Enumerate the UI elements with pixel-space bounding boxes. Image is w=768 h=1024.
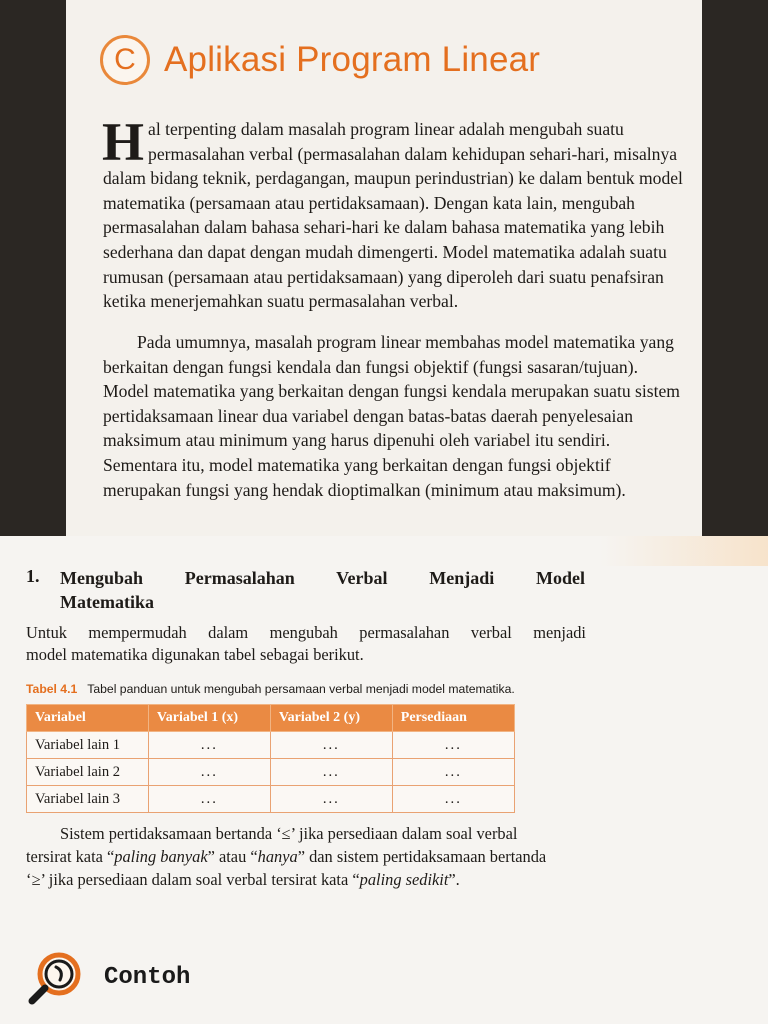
rule-italic-term: paling sedikit — [359, 870, 449, 890]
table-cell: ... — [270, 786, 392, 813]
section-letter-badge: C — [100, 35, 150, 85]
table-header-cell: Persediaan — [392, 705, 514, 732]
subsection-intro-line1: Untuk mempermudah dalam mengubah permasalahan verbal menjadi — [26, 623, 586, 642]
subsection-intro — [26, 622, 586, 666]
subsection-number: 1. — [26, 566, 40, 586]
table-cell: Variabel lain 2 — [27, 759, 149, 786]
table-row — [27, 786, 515, 813]
section-header — [100, 30, 540, 90]
table-cell: ... — [148, 732, 270, 759]
subsection-title-line2: Matematika — [60, 592, 154, 612]
table-header-cell: Variabel 1 (x) — [148, 705, 270, 732]
rule-italic-term: hanya — [257, 847, 298, 867]
inequality-rule-paragraph — [26, 822, 566, 892]
page-shade — [600, 536, 768, 566]
second-paragraph — [103, 330, 683, 502]
table-cell: ... — [392, 786, 514, 813]
table-row — [27, 759, 515, 786]
table-header-row — [27, 705, 515, 732]
intro-paragraph-text: al terpenting dalam masalah program linear adalah mengubah suatu permasalahan verbal (permasalahan dalam kehidupan sehari-hari, misalnya dalam bidang teknik, perdagangan, maupun perindustrian) ke dalam bentuk model matematika (persamaan atau pertidaksamaan). Dengan kata lain, mengubah permasalahan dalam bahasa sehari-hari ke dalam bahasa matematika yang lebih sederhana dan dapat dengan mudah dimengerti. Model matematika adalah suatu rumusan (persamaan atau pertidaksamaan) yang diperoleh dari suatu penafsiran ketika menerjemahkan suatu permasalahan verbal. — [103, 119, 683, 312]
subsection-title-line1: Mengubah Permasalahan Verbal Menjadi Model — [60, 568, 585, 588]
rule-italic-term: paling banyak — [114, 847, 208, 867]
table-cell: Variabel lain 3 — [27, 786, 149, 813]
table-cell: Variabel lain 1 — [27, 732, 149, 759]
table-caption-text: Tabel panduan untuk mengubah persamaan verbal menjadi model matematika. — [87, 682, 515, 696]
table-cell: ... — [392, 759, 514, 786]
guide-table — [26, 704, 515, 813]
table-label: Tabel 4.1 — [26, 682, 78, 696]
rule-text-part: ” dan sistem pertidaksamaan bertanda ‘≥’ jika persediaan dalam soal verbal tersirat kata “ — [26, 847, 547, 890]
subsection-intro-line2: model matematika digunakan tabel sebagai berikut. — [26, 645, 364, 664]
magnifier-icon — [26, 948, 84, 1006]
dropcap-letter: H — [102, 112, 145, 172]
example-heading: Contoh — [104, 964, 191, 991]
table-cell: ... — [270, 759, 392, 786]
table-cell: ... — [270, 732, 392, 759]
table-header-cell: Variabel 2 (y) — [270, 705, 392, 732]
rule-text-part: ”. — [448, 870, 460, 890]
table-header-cell: Variabel — [27, 705, 149, 732]
table-cell: ... — [148, 786, 270, 813]
rule-text-part: Sistem pertidaksamaan bertanda ‘≤’ jika persediaan dalam soal verbal tersirat kata “ — [26, 824, 518, 867]
section-title: Aplikasi Program Linear — [164, 40, 541, 79]
table-caption — [26, 682, 626, 696]
table-row — [27, 732, 515, 759]
subsection-title — [60, 566, 585, 614]
intro-paragraph — [102, 112, 683, 314]
table-cell: ... — [148, 759, 270, 786]
rule-text-part: ” atau “ — [207, 847, 258, 867]
table-cell: ... — [392, 732, 514, 759]
second-paragraph-text: Pada umumnya, masalah program linear membahas model matematika yang berkaitan dengan fungsi kendala dan fungsi objektif (fungsi sasaran/tujuan). Model matematika yang berkaitan dengan fungsi kendala merupakan suatu sistem pertidaksamaan linear dua variabel dengan batas-batas daerah penyelesaian maksimum atau minimum yang harus dipenuhi oleh variabel itu sendiri. Sementara itu, model matematika yang berkaitan dengan fungsi objektif merupakan fungsi yang hendak dioptimalkan (minimum atau maksimum). — [103, 332, 680, 500]
